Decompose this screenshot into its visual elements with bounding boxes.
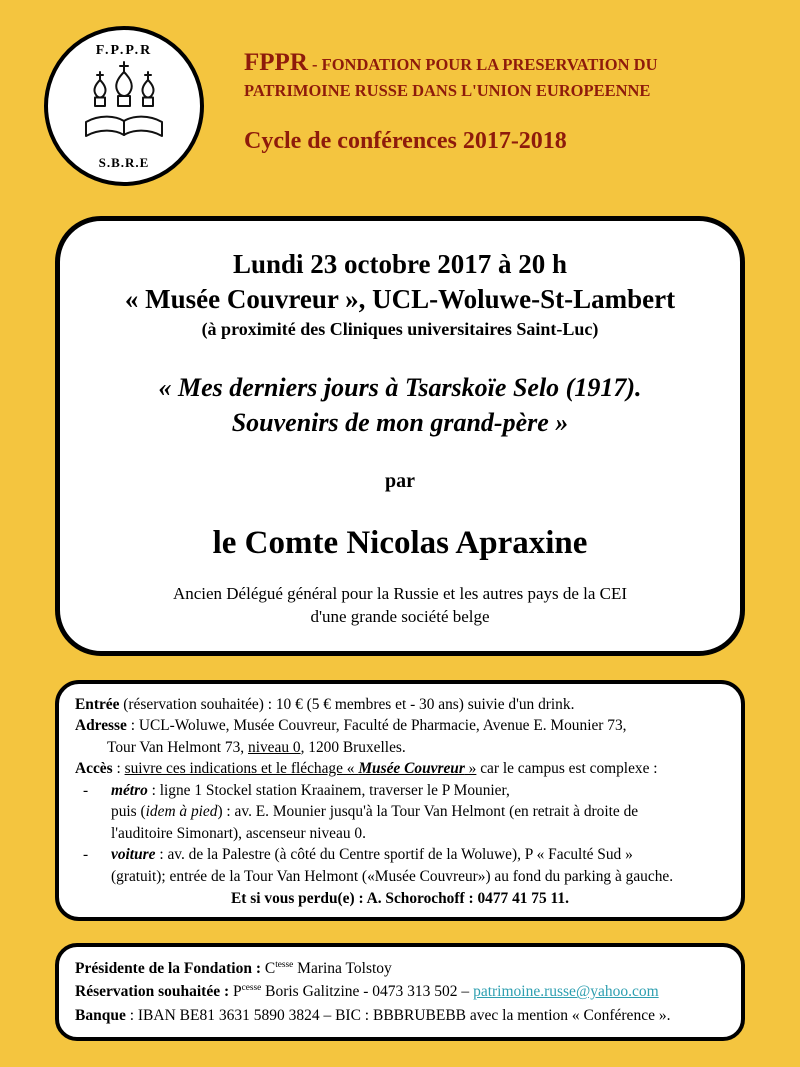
reservation-title-p: P — [229, 983, 242, 1001]
speaker-description-line2: d'une grande société belge — [310, 606, 490, 626]
talk-title-line2: Souvenirs de mon grand-père » — [231, 408, 569, 438]
voiture-line — [75, 844, 725, 866]
presidente-name: Marina Tolstoy — [293, 960, 392, 978]
metro-text: : ligne 1 Stockel station Kraainem, traverser le P Mounier, — [147, 781, 510, 799]
metro-line3: l'auditoire Simonart), ascenseur niveau 0. — [111, 824, 366, 842]
church-domes-book-icon — [72, 60, 176, 144]
speaker-description — [90, 583, 710, 629]
voiture-line2: (gratuit); entrée de la Tour Van Helmont («Musée Couvreur») au fond du parking à gauche. — [111, 868, 674, 885]
idem-a-pied: idem à pied — [145, 803, 218, 821]
acces-underlined-pre: suivre ces indications et le fléchage « — [124, 760, 359, 778]
acces-text: car le campus est complexe : — [476, 760, 658, 778]
metro-text2-pre: puis ( — [111, 803, 146, 821]
speaker-name: le Comte Nicolas Apraxine — [212, 525, 588, 562]
adresse-label: Adresse — [75, 717, 127, 735]
acces-line — [75, 758, 725, 780]
presidente-line — [75, 957, 725, 980]
event-box — [55, 216, 745, 656]
reservation-title-sup: cesse — [241, 983, 262, 994]
acces-colon: : — [112, 760, 125, 778]
voiture-dash: - — [83, 846, 89, 864]
event-date: Lundi 23 octobre 2017 à 20 h — [232, 249, 568, 279]
entree-text: (réservation souhaitée) : 10 € (5 € membres et - 30 ans) suivie d'un drink. — [119, 695, 575, 713]
header — [0, 0, 800, 186]
talk-title — [90, 370, 710, 440]
metro-line2 — [75, 801, 725, 823]
reservation-label: Réservation souhaitée : — [75, 983, 230, 1001]
entree-label: Entrée — [75, 695, 120, 713]
presidente-label: Présidente de la Fondation : — [75, 960, 261, 978]
org-name-line1: FONDATION POUR LA PRESERVATION DU — [321, 55, 658, 74]
reservation-line — [75, 980, 725, 1003]
voiture-label: voiture — [111, 846, 156, 864]
header-text — [204, 26, 658, 186]
par-label: par — [385, 470, 415, 493]
acces-label: Accès — [75, 760, 113, 778]
cycle-title: Cycle de conférences 2017-2018 — [244, 128, 567, 155]
footer-box — [55, 943, 745, 1041]
speaker-description-line1: Ancien Délégué général pour la Russie et les autres pays de la CEI — [172, 583, 628, 603]
banque-label: Banque — [75, 1006, 126, 1024]
niveau-underlined: niveau 0 — [248, 738, 301, 756]
presidente-title-c: C — [261, 960, 276, 978]
metro-dash: - — [83, 781, 89, 799]
lost-contact-line: Et si vous perdu(e) : A. Schorochoff : 0477 41 75 11. — [231, 889, 569, 907]
org-acronym: FPPR — [244, 49, 308, 76]
adresse-line — [75, 715, 725, 737]
fppr-logo — [44, 26, 204, 186]
adresse-text: : UCL-Woluwe, Musée Couvreur, Faculté de Pharmacie, Avenue E. Mounier 73, — [126, 717, 627, 735]
event-venue: « Musée Couvreur », UCL-Woluwe-St-Lambert — [124, 284, 676, 315]
reservation-contact: Boris Galitzine - 0473 313 502 – — [261, 983, 474, 1001]
entree-line — [75, 694, 725, 716]
metro-label: métro — [111, 781, 148, 799]
org-name — [244, 46, 658, 102]
banque-text: : IBAN BE81 3631 5890 3824 – BIC : BBBRUBEBB avec la mention « Conférence ». — [125, 1006, 671, 1024]
event-proximity: (à proximité des Cliniques universitaires Saint-Luc) — [201, 319, 599, 340]
email-link[interactable]: patrimoine.russe@yahoo.com — [473, 983, 659, 1001]
adresse-line2 — [75, 737, 725, 759]
acces-underlined-post: » — [464, 760, 477, 778]
logo-top-text: F.P.P.R — [95, 43, 153, 58]
acces-musee-couvreur: Musée Couvreur — [358, 760, 465, 778]
adresse-text2-pre: Tour Van Helmont 73, — [107, 738, 248, 756]
banque-line — [75, 1004, 725, 1027]
logo-bottom-text: S.B.R.E — [98, 155, 150, 170]
talk-title-line1: « Mes derniers jours à Tsarskoïe Selo (1917). — [158, 373, 642, 403]
adresse-text2-post: , 1200 Bruxelles. — [300, 738, 406, 756]
voiture-text: : av. de la Palestre (à côté du Centre sportif de la Woluwe), P « Faculté Sud » — [155, 846, 633, 864]
presidente-title-sup: tesse — [275, 959, 294, 970]
org-separator: - — [307, 55, 322, 74]
metro-line — [75, 780, 725, 802]
org-name-line2: PATRIMOINE RUSSE DANS L'UNION EUROPEENNE — [244, 80, 651, 100]
practical-info-box — [55, 680, 745, 922]
metro-text2-post: ) : av. E. Mounier jusqu'à la Tour Van Helmont (en retrait à droite de — [217, 803, 639, 821]
